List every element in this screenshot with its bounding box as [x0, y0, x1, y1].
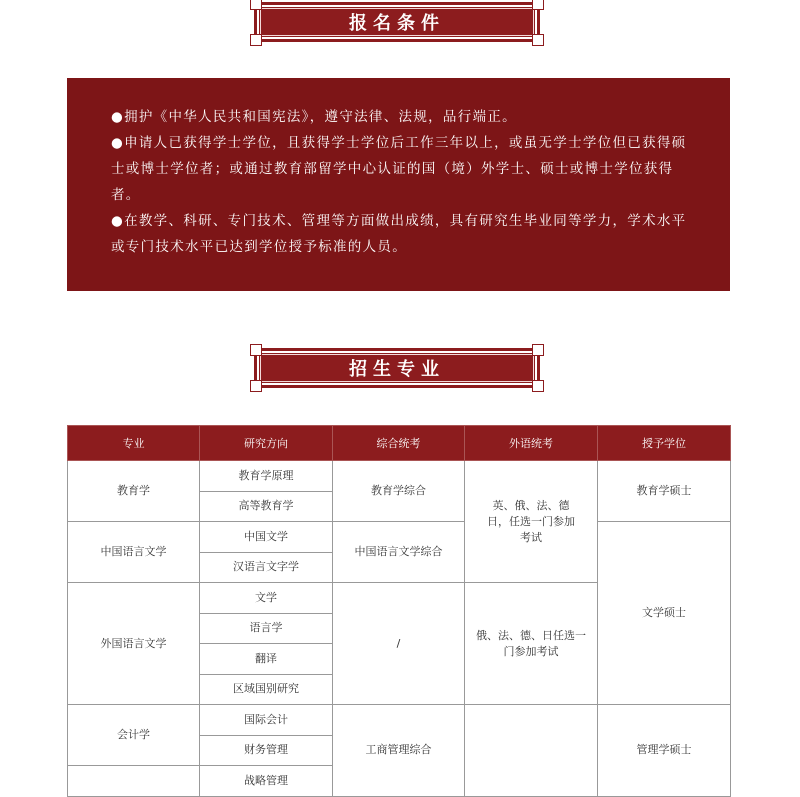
condition-item: ●在教学、科研、专门技术、管理等方面做出成绩，具有研究生毕业同等学力，学术水平或专门技术水平已达到学位授予标准的人员。 [111, 213, 687, 255]
conditions-box [67, 78, 730, 291]
header-comprehensive-exam: 综合统考 [333, 426, 465, 461]
condition-item: ●申请人已获得学士学位，且获得学士学位后工作三年以上，或虽无学士学位但已获得硕士或博士学位者；或通过教育部留学中心认证的国（境）外学士、硕士或博士学位获得者。 [111, 135, 687, 203]
major-cell: 外国语言文学 [68, 583, 200, 705]
language-exam-cell: 英、俄、法、德日，任选一门参加考试 [465, 461, 598, 583]
degree-cell: 管理学硕士 [598, 705, 731, 797]
language-exam-cell: 俄、法、德、日任选一门参加考试 [465, 583, 598, 705]
section-title: 报名条件 [349, 13, 445, 34]
direction-cell: 战略管理 [200, 766, 333, 797]
header-major: 专业 [68, 426, 200, 461]
major-cell [68, 766, 200, 797]
exam-cell: / [333, 583, 465, 705]
language-exam-cell [465, 705, 598, 797]
majors-table [67, 425, 731, 797]
major-cell: 会计学 [68, 705, 200, 766]
direction-cell: 汉语言文字学 [200, 552, 333, 583]
table-row [68, 705, 731, 736]
exam-cell: 教育学综合 [333, 461, 465, 522]
exam-cell: 工商管理综合 [333, 705, 465, 797]
direction-cell: 区域国别研究 [200, 674, 333, 705]
degree-cell: 教育学硕士 [598, 461, 731, 522]
direction-cell: 国际会计 [200, 705, 333, 736]
header-language-exam: 外语统考 [465, 426, 598, 461]
section-banner-conditions [254, 2, 540, 42]
direction-cell: 翻译 [200, 644, 333, 675]
direction-cell: 教育学原理 [200, 461, 333, 492]
condition-item: ●拥护《中华人民共和国宪法》，遵守法律、法规，品行端正。 [111, 109, 517, 125]
exam-cell: 中国语言文学综合 [333, 522, 465, 583]
direction-cell: 语言学 [200, 613, 333, 644]
direction-cell: 中国文学 [200, 522, 333, 553]
direction-cell: 财务管理 [200, 735, 333, 766]
table-header-row [68, 426, 731, 461]
header-direction: 研究方向 [200, 426, 333, 461]
section-banner-majors [254, 348, 540, 388]
degree-cell: 文学硕士 [598, 522, 731, 705]
header-degree: 授予学位 [598, 426, 731, 461]
table-row [68, 461, 731, 492]
major-cell: 教育学 [68, 461, 200, 522]
major-cell: 中国语言文学 [68, 522, 200, 583]
direction-cell: 文学 [200, 583, 333, 614]
section-title: 招生专业 [349, 359, 445, 380]
table-row [68, 522, 731, 553]
direction-cell: 高等教育学 [200, 491, 333, 522]
